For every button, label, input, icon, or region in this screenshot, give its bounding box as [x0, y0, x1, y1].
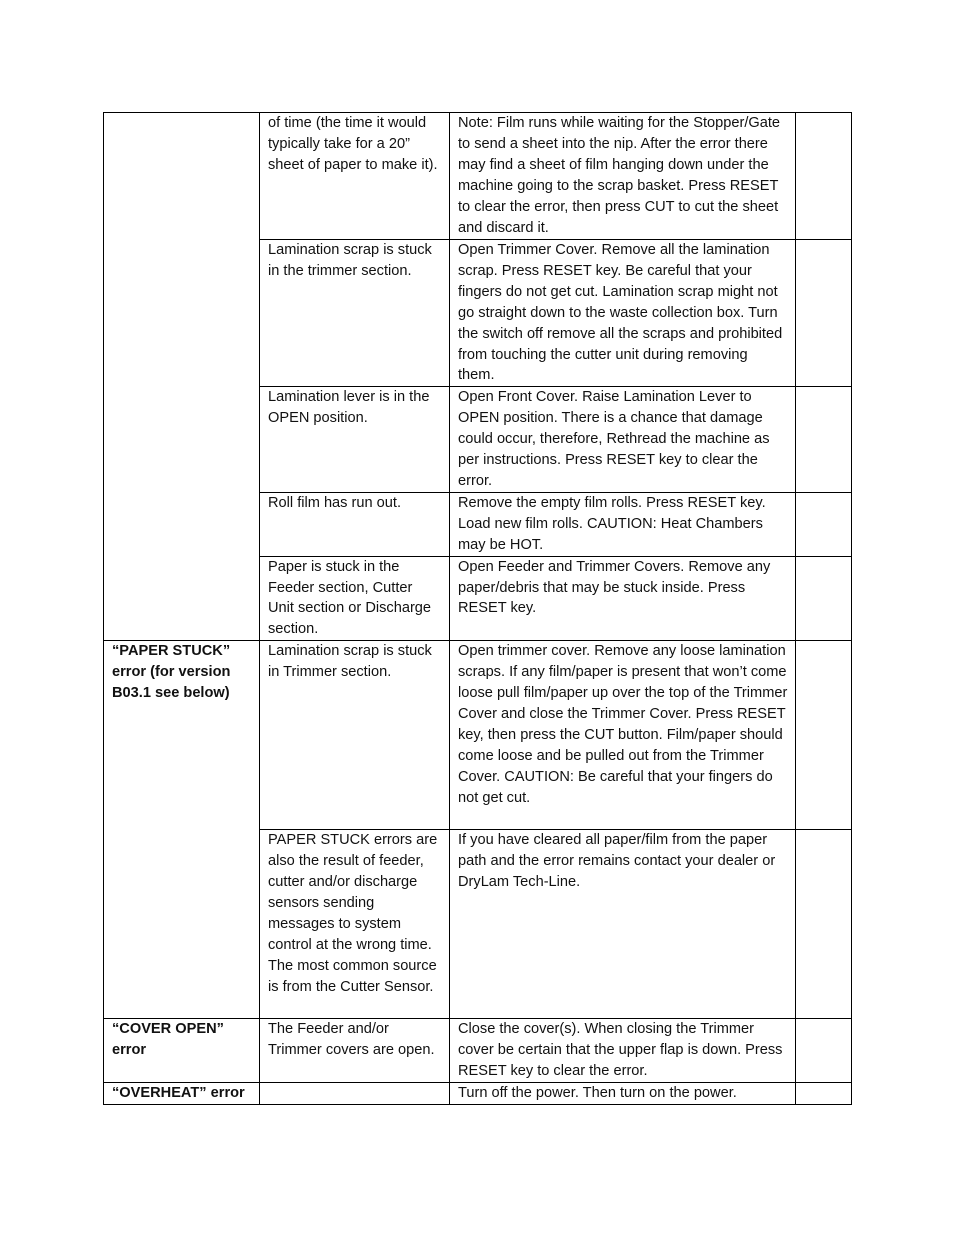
solution-cell: Open Front Cover. Raise Lamination Lever to OPEN position. There is a chance that damage could occur, therefore, Rethread the machine as per instructions. Press RESET key to clear the error. — [450, 387, 796, 493]
check-cell — [796, 492, 852, 556]
solution-cell: Open Feeder and Trimmer Covers. Remove any paper/debris that may be stuck inside. Press RESET key. — [450, 556, 796, 641]
table-row — [104, 641, 852, 830]
table-row — [104, 1019, 852, 1083]
check-cell — [796, 113, 852, 240]
solution-cell: Open trimmer cover. Remove any loose lamination scraps. If any film/paper is present that won’t come loose pull film/paper up over the top of the Trimmer Cover and close the Trimmer Cover. Press RESET key, then press the CUT button. Film/paper should come loose and be pulled out from the Trimmer Cover. CAUTION: Be careful that your fingers do not get cut. — [450, 641, 796, 830]
check-cell — [796, 830, 852, 1019]
error-name-cell: “PAPER STUCK” error (for version B03.1 see below) — [104, 641, 260, 1019]
solution-cell: Note: Film runs while waiting for the Stopper/Gate to send a sheet into the nip. After the error there may find a sheet of film hanging down under the machine going to the scrap basket. Press RESET to clear the error, then press CUT to cut the sheet and discard it. — [450, 113, 796, 240]
check-cell — [796, 556, 852, 641]
check-cell — [796, 641, 852, 830]
check-cell — [796, 1019, 852, 1083]
error-name-cell: “COVER OPEN” error — [104, 1019, 260, 1083]
table-row — [104, 1082, 852, 1104]
solution-cell: Open Trimmer Cover. Remove all the lamination scrap. Press RESET key. Be careful that your fingers do not get cut. Lamination scrap might not go straight down to the waste collection box. Turn the switch off remove all the scraps and prohibited from touching the cutter unit during removing them. — [450, 240, 796, 387]
check-cell — [796, 1082, 852, 1104]
cause-cell — [260, 1082, 450, 1104]
solution-cell: If you have cleared all paper/film from the paper path and the error remains contact your dealer or DryLam Tech-Line. — [450, 830, 796, 1019]
troubleshooting-table — [103, 112, 852, 1105]
solution-cell: Turn off the power. Then turn on the power. — [450, 1082, 796, 1104]
cause-cell: Lamination scrap is stuck in Trimmer section. — [260, 641, 450, 830]
cause-cell: Lamination scrap is stuck in the trimmer section. — [260, 240, 450, 387]
cause-cell: of time (the time it would typically take for a 20” sheet of paper to make it). — [260, 113, 450, 240]
solution-cell: Close the cover(s). When closing the Trimmer cover be certain that the upper flap is down. Press RESET key to clear the error. — [450, 1019, 796, 1083]
solution-cell: Remove the empty film rolls. Press RESET key. Load new film rolls. CAUTION: Heat Chambers may be HOT. — [450, 492, 796, 556]
cause-cell: Paper is stuck in the Feeder section, Cutter Unit section or Discharge section. — [260, 556, 450, 641]
table-row — [104, 113, 852, 240]
cause-cell: Roll film has run out. — [260, 492, 450, 556]
cause-cell: PAPER STUCK errors are also the result of feeder, cutter and/or discharge sensors sending messages to system control at the wrong time. The most common source is from the Cutter Sensor. — [260, 830, 450, 1019]
error-name-cell — [104, 113, 260, 641]
check-cell — [796, 387, 852, 493]
error-name-cell: “OVERHEAT” error — [104, 1082, 260, 1104]
cause-cell: The Feeder and/or Trimmer covers are open. — [260, 1019, 450, 1083]
check-cell — [796, 240, 852, 387]
cause-cell: Lamination lever is in the OPEN position. — [260, 387, 450, 493]
